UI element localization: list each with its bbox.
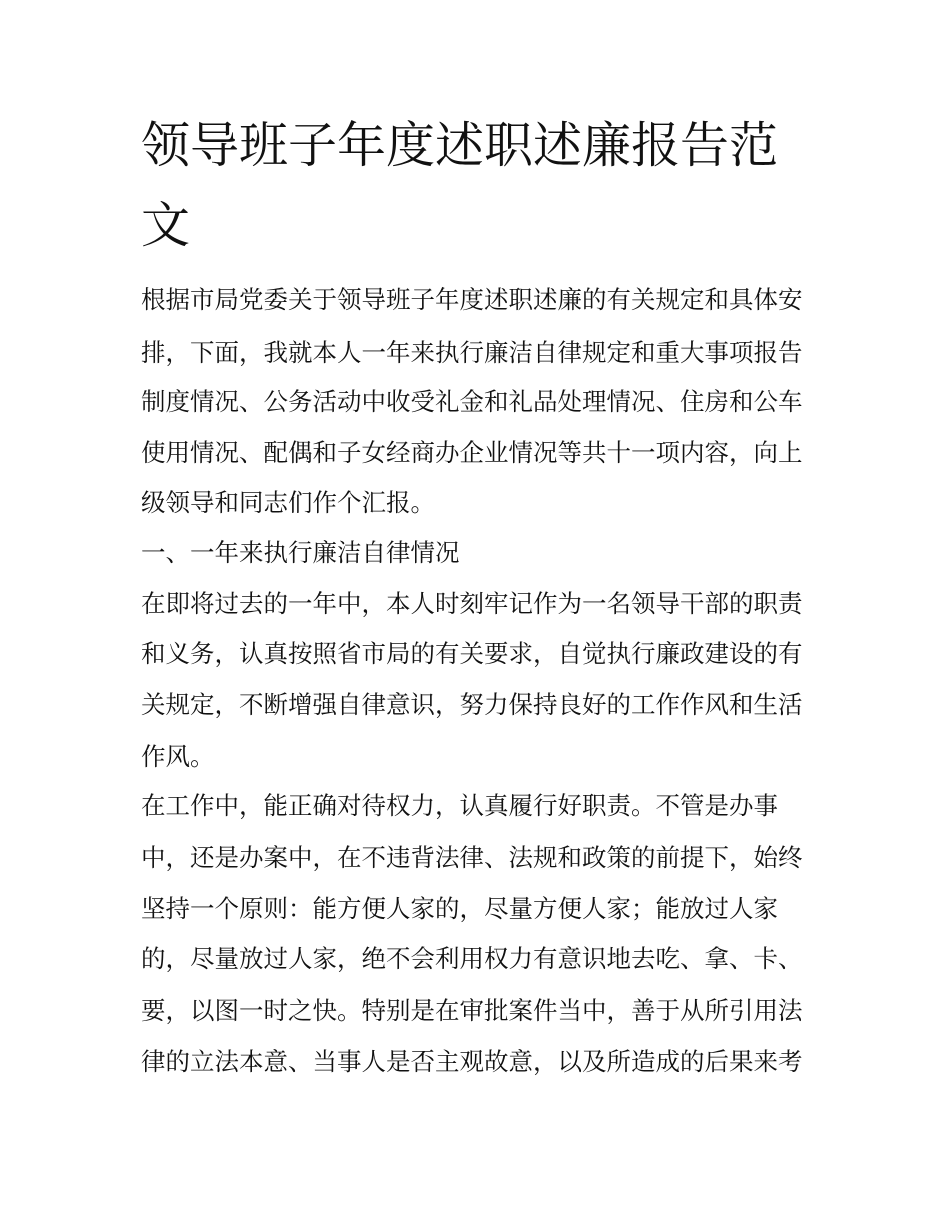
paragraph-3-line-2: 中，还是办案中，在不违背法律、法规和政策的前提下，始终	[141, 843, 803, 872]
document-title-line-2: 文	[141, 197, 191, 254]
paragraph-3-line-3: 坚持一个原则：能方便人家的，尽量方便人家；能放过人家	[141, 894, 778, 923]
paragraph-3-line-1: 在工作中，能正确对待权力，认真履行好职责。不管是办事	[141, 791, 778, 820]
section-heading-1: 一、一年来执行廉洁自律情况	[141, 538, 460, 567]
paragraph-3-line-6: 律的立法本意、当事人是否主观故意，以及所造成的后果来考	[141, 1047, 803, 1076]
paragraph-intro-line-3: 制度情况、公务活动中收受礼金和礼品处理情况、住房和公车	[141, 387, 803, 416]
paragraph-3-line-5: 要，以图一时之快。特别是在审批案件当中，善于从所引用法	[141, 996, 803, 1025]
paragraph-intro-line-2: 排，下面，我就本人一年来执行廉洁自律规定和重大事项报告	[141, 338, 803, 367]
document-title-line-1: 领导班子年度述职述廉报告范	[141, 117, 779, 174]
paragraph-2-line-2: 和义务，认真按照省市局的有关要求，自觉执行廉政建设的有	[141, 639, 803, 668]
paragraph-2-line-1: 在即将过去的一年中，本人时刻牢记作为一名领导干部的职责	[141, 589, 803, 618]
paragraph-intro-line-4: 使用情况、配偶和子女经商办企业情况等共十一项内容，向上	[141, 438, 803, 467]
paragraph-intro-line-5: 级领导和同志们作个汇报。	[141, 488, 435, 517]
paragraph-intro-line-1: 根据市局党委关于领导班子年度述职述廉的有关规定和具体安	[141, 285, 803, 314]
paragraph-3-line-4: 的，尽量放过人家，绝不会利用权力有意识地去吃、拿、卡、	[141, 944, 803, 973]
paragraph-2-line-4: 作风。	[141, 742, 215, 771]
paragraph-2-line-3: 关规定，不断增强自律意识，努力保持良好的工作作风和生活	[141, 690, 803, 719]
